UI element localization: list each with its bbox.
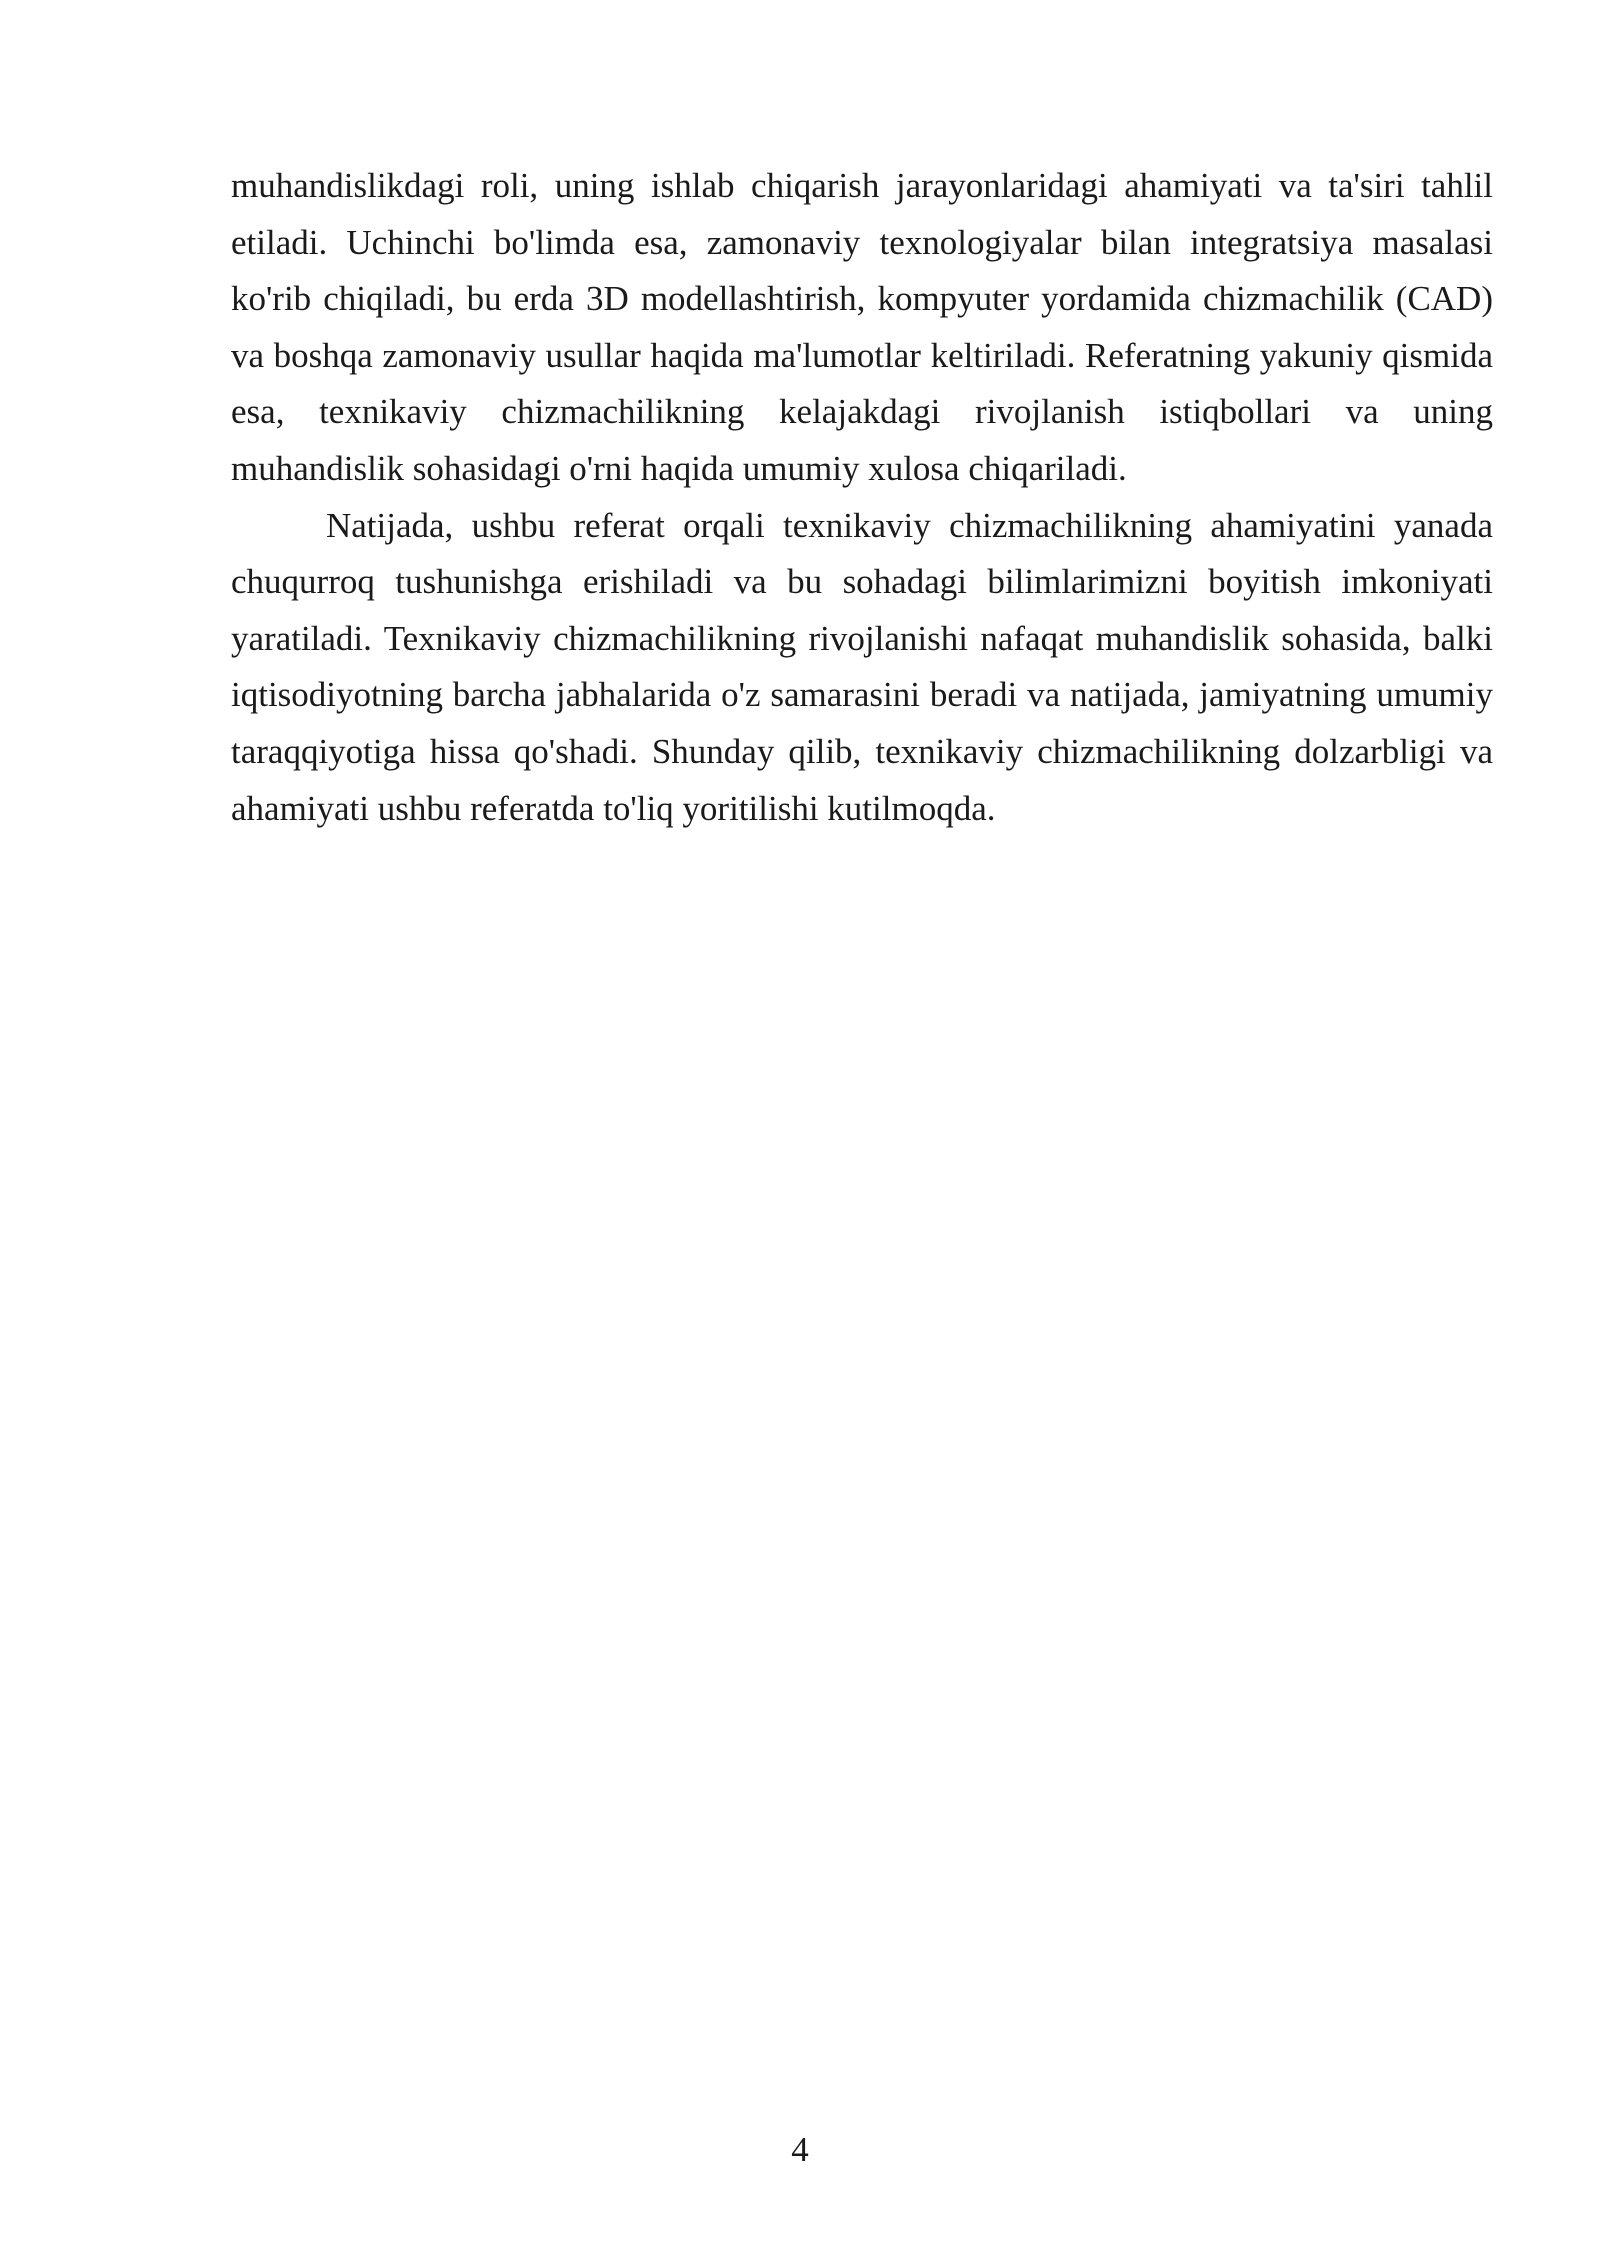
page-number: 4 [791,2130,809,2169]
paragraph-conclusion: Natijada, ushbu referat orqali texnikaviy chizmachilikning ahamiyatini yanada chuqurroq tushunishga erishiladi va bu sohadagi bilimlarimizni boyitish imkoniyati yaratiladi. Texnikaviy chizmachilikning rivojlanishi nafaqat muhandislik sohasida, balki iqtisodiyotning barcha jabhalarida o'z samarasini beradi va natijada, jamiyatning umumiy taraqqiyotiga hissa qo'shadi. Shunday qilib, texnikaviy chizmachilikning dolzarbligi va ahamiyati ushbu referatda to'liq yoritilishi kutilmoqda. [231,505,1493,828]
document-body [231,158,1493,837]
paragraph-continuation: muhandislikdagi roli, uning ishlab chiqarish jarayonlaridagi ahamiyati va ta'siri tahlil etiladi. Uchinchi bo'limda esa, zamonaviy texnologiyalar bilan integratsiya masalasi ko'rib chiqiladi, bu erda 3D modellashtirish, kompyuter yordamida chizmachilik (CAD) va boshqa zamonaviy usullar haqida ma'lumotlar keltiriladi. Referatning yakuniy qismida esa, texnikaviy chizmachilikning kelajakdagi rivojlanish istiqbollari va uning muhandislik sohasidagi o'rni haqida umumiy xulosa chiqariladi. [231,166,1493,488]
